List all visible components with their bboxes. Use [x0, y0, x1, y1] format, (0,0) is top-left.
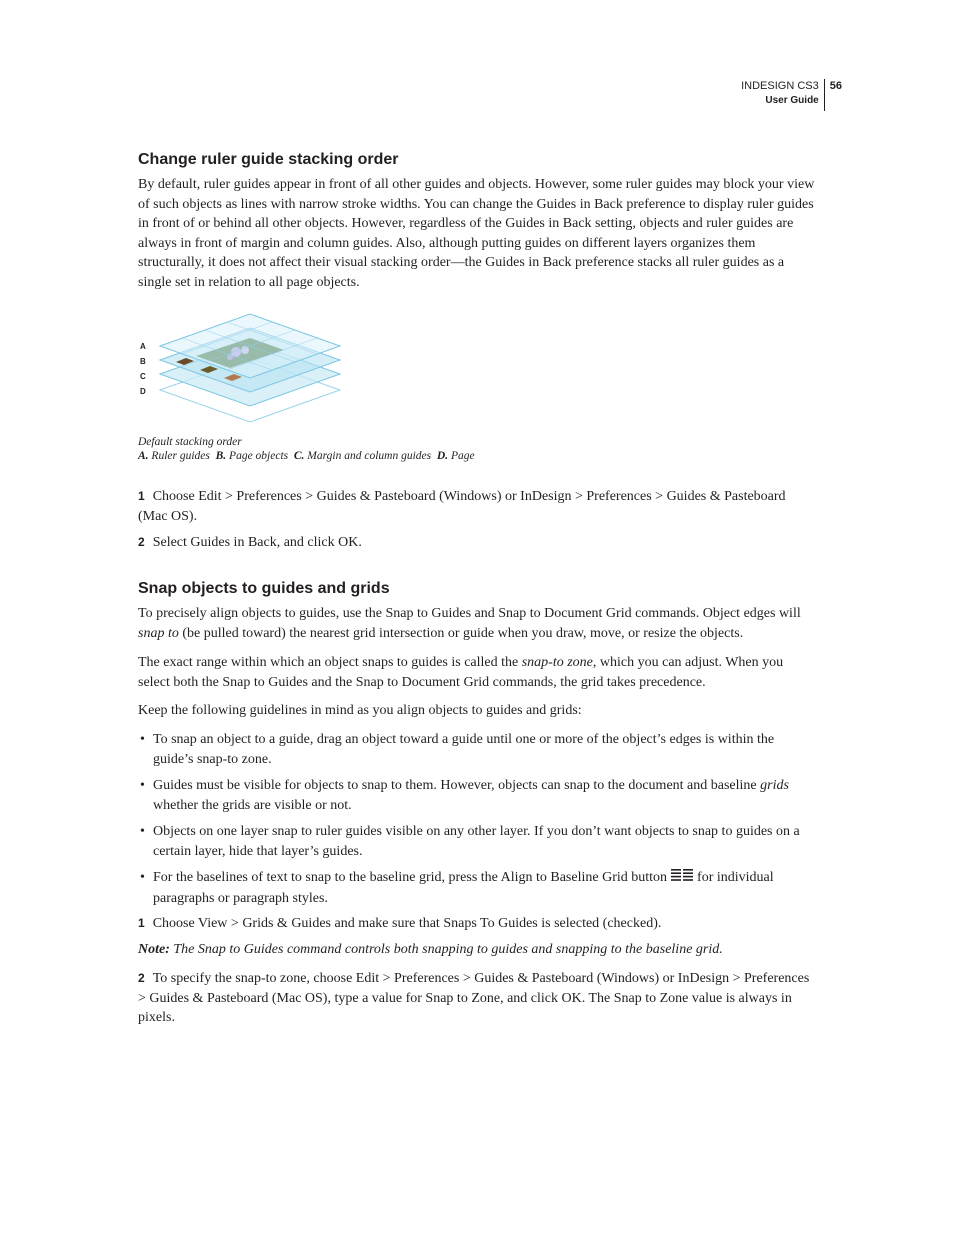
figure-label-c: C — [140, 372, 146, 381]
step-number: 2 — [138, 971, 145, 985]
section-title-stacking: Change ruler guide stacking order — [138, 151, 399, 168]
legend-text-d: Page — [450, 450, 475, 462]
section-title-snap: Snap objects to guides and grids — [138, 580, 390, 597]
note-text: The Snap to Guides command controls both snapping to guides and snapping to the baseline grid. — [169, 942, 723, 957]
stacking-body: By default, ruler guides appear in front of all other guides and objects. However, some ruler guides may block your view of such objects as lines with narrow stroke widths. You can change the Guides in Back preference to display ruler guides in front of or behind all other objects. However, regardless of the Guides in Back setting, objects and ruler guides are always in front of margin and column guides. Also, although putting guides on different layers organizes them structurally, it does not affect their visual stacking order—the Guides in Back preference stacks all ruler guides as a single set in relation to all page objects. — [138, 177, 815, 290]
step-text: To specify the snap-to zone, choose Edit > Preferences > Guides & Pasteboard (Windows) or InDesign > Preferences > Guides & Pasteboard (Mac OS), type a value for Snap to Zone, and click OK. The Snap to Zone value is always in pixels. — [138, 971, 810, 1026]
bullet-dot: • — [140, 778, 145, 793]
bullet-dot: • — [140, 824, 145, 839]
snap-step-2 — [138, 969, 816, 1028]
text-run: The exact range within which an object snaps to guides is called the — [138, 655, 522, 670]
step-number: 1 — [138, 916, 145, 930]
figure-label-d: D — [140, 387, 146, 396]
bullet-item-2 — [138, 776, 816, 815]
stacking-step-1 — [138, 487, 816, 526]
text-run: (be pulled toward) the nearest grid intersection or guide when you draw, move, or resize the objects. — [178, 625, 744, 641]
bullet-text — [153, 868, 816, 908]
snap-note — [138, 940, 816, 960]
header-text — [741, 79, 825, 111]
bullet-item-1 — [138, 730, 816, 769]
align-to-baseline-grid-icon — [671, 869, 693, 889]
bullet-item-3 — [138, 822, 816, 861]
bullet-dot: • — [140, 732, 145, 747]
figure-caption-title: Default stacking order — [138, 436, 242, 448]
snap-paragraph-1 — [138, 604, 816, 643]
product-name: INDESIGN CS3 — [741, 80, 819, 92]
legend-key-d: D. — [436, 450, 449, 462]
legend-key-a: A. — [138, 450, 149, 462]
legend-text-a: Ruler guides — [151, 450, 210, 462]
snap-paragraph-3: Keep the following guidelines in mind as you align objects to guides and grids: — [138, 703, 582, 718]
bullet-dot: • — [140, 870, 145, 885]
text-run: , which you can adjust. When you select both the Snap to Guides and the Snap to Document Grid commands, the grid takes precedence. — [138, 655, 784, 690]
figure-label-a: A — [140, 342, 146, 351]
text-run: For the baselines of text to snap to the baseline grid, press the Align to Baseline Grid button — [153, 870, 668, 885]
snap-paragraph-2 — [138, 653, 816, 692]
page-number: 56 — [829, 80, 842, 92]
legend-text-b: Page objects — [229, 450, 289, 462]
bullet-text: To snap an object to a guide, drag an object toward a guide until one or more of the object’s edges is within the guide’s snap-to zone. — [153, 732, 775, 767]
bullet-text: Objects on one layer snap to ruler guides visible on any other layer. If you don’t want objects to snap to guides on a certain layer, hide that layer’s guides. — [153, 824, 800, 859]
text-run: whether the grids are visible or not. — [153, 797, 352, 813]
bullet-item-4 — [138, 868, 816, 908]
guide-name: User Guide — [765, 95, 819, 106]
text-run: Guides must be visible for objects to snap to them. However, objects can snap to the document and baseline — [153, 778, 761, 793]
emphasis-snap-to: snap to — [138, 625, 179, 641]
legend-key-c: C. — [293, 450, 305, 462]
stacking-figure — [138, 310, 348, 435]
step-text: Select Guides in Back, and click OK. — [152, 535, 362, 550]
bullet-text — [153, 776, 816, 815]
step-text: Choose Edit > Preferences > Guides & Pasteboard (Windows) or InDesign > Preferences > Guides & Pasteboard (Mac OS). — [138, 489, 786, 524]
step-number: 2 — [138, 535, 145, 549]
emphasis-grids: grids — [760, 778, 789, 793]
snap-step-1 — [138, 914, 816, 934]
step-number: 1 — [138, 489, 145, 503]
text-run: for individual paragraphs or paragraph styles. — [153, 870, 774, 906]
text-run: To precisely align objects to guides, use the Snap to Guides and Snap to Document Grid commands. Object edges will — [138, 606, 801, 621]
figure-label-b: B — [140, 357, 146, 366]
stacking-layers-illustration — [138, 310, 348, 435]
legend-text-c: Margin and column guides — [307, 450, 432, 462]
page-header — [741, 79, 842, 111]
step-text: Choose View > Grids & Guides and make sure that Snaps To Guides is selected (checked). — [152, 916, 662, 931]
figure-legend — [138, 449, 475, 463]
note-label: Note: — [138, 942, 170, 957]
stacking-step-2 — [138, 533, 816, 553]
emphasis-snap-to-zone: snap-to zone — [521, 655, 593, 670]
legend-key-b: B. — [215, 450, 227, 462]
